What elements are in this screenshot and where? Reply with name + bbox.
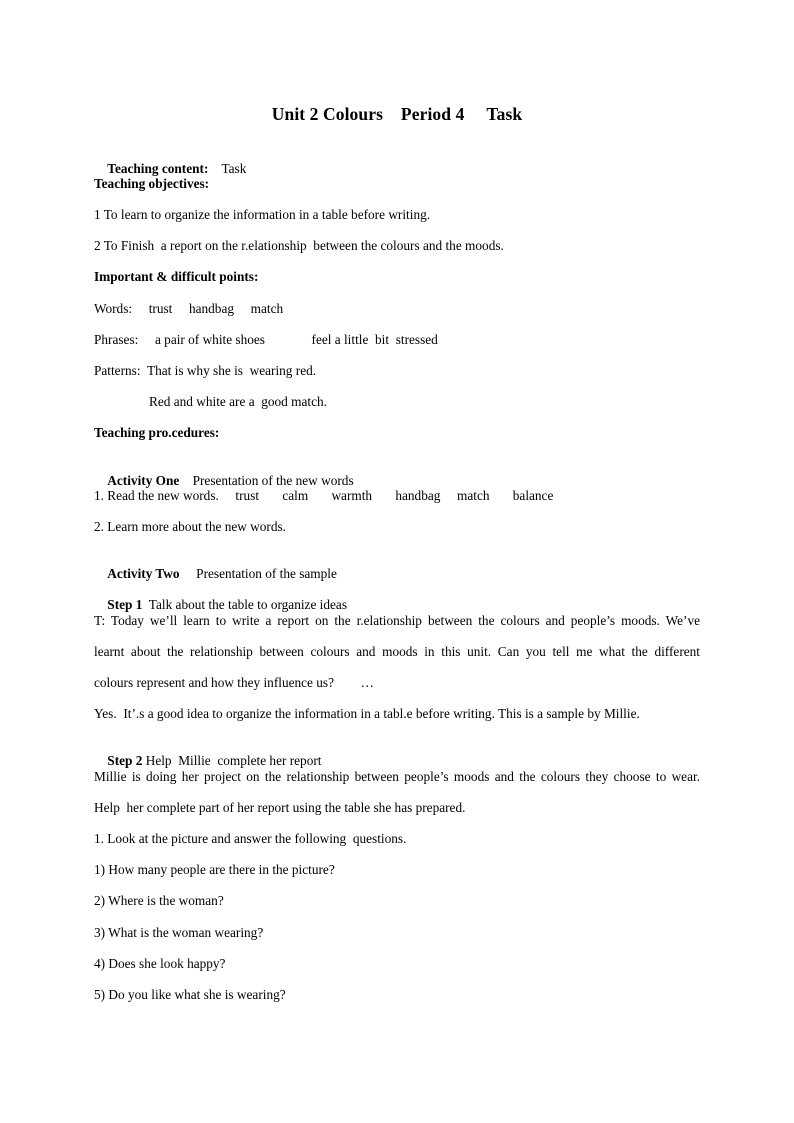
step-2-text: Help Millie complete her report bbox=[142, 753, 322, 768]
patterns-line: Patterns: That is why she is wearing red. bbox=[94, 363, 317, 378]
activity-two-label: Activity Two bbox=[107, 566, 180, 581]
objectives-heading: Teaching objectives: bbox=[94, 176, 210, 191]
phrases-line: Phrases: a pair of white shoes feel a little bit stressed bbox=[94, 332, 438, 347]
question-item: 3) What is the woman wearing? bbox=[94, 925, 264, 940]
step-1-text: Talk about the table to organize ideas bbox=[142, 597, 348, 612]
activity-one-item: 1. Read the new words. trust calm warmth handbag match balance bbox=[94, 488, 554, 503]
page-title: Unit 2 Colours Period 4 Task bbox=[271, 104, 523, 124]
activity-one-label: Activity One bbox=[107, 473, 180, 488]
patterns-line-2: Red and white are a good match. bbox=[149, 394, 327, 409]
teaching-content-label: Teaching content: bbox=[107, 161, 209, 176]
procedures-heading: Teaching pro.cedures: bbox=[94, 425, 220, 440]
activity-one-text: Presentation of the new words bbox=[179, 473, 354, 488]
millie-paragraph-line: Help her complete part of her report using the table she has prepared. bbox=[94, 800, 466, 815]
question-item: 2) Where is the woman? bbox=[94, 893, 224, 908]
words-line: Words: trust handbag match bbox=[94, 301, 284, 316]
questions-intro: 1. Look at the picture and answer the following questions. bbox=[94, 831, 407, 846]
teacher-paragraph-line: colours represent and how they influence us? … bbox=[94, 675, 374, 690]
question-item: 5) Do you like what she is wearing? bbox=[94, 987, 286, 1002]
yes-line: Yes. It’.s a good idea to organize the information in a tabl.e before writing. This is a sample by Millie. bbox=[94, 706, 640, 721]
question-item: 4) Does she look happy? bbox=[94, 956, 226, 971]
activity-two-text: Presentation of the sample bbox=[179, 566, 337, 581]
teaching-content-value: Task bbox=[208, 161, 247, 176]
points-heading: Important & difficult points: bbox=[94, 269, 259, 284]
question-item: 1) How many people are there in the picture? bbox=[94, 862, 335, 877]
teacher-paragraph-line: T: Today we’ll learn to write a report on the r.elationship between the colours and people’s moods. We’ve bbox=[94, 613, 700, 628]
teacher-paragraph-line: learnt about the relationship between colours and moods in this unit. Can you tell me what the different bbox=[94, 644, 700, 659]
activity-one-item: 2. Learn more about the new words. bbox=[94, 519, 287, 534]
step-2-label: Step 2 bbox=[107, 753, 143, 768]
step-1-label: Step 1 bbox=[107, 597, 143, 612]
objective-item: 1 To learn to organize the information in a table before writing. bbox=[94, 207, 431, 222]
millie-paragraph-line: Millie is doing her project on the relationship between people’s moods and the colours they choose to wear. bbox=[94, 769, 700, 784]
objective-item: 2 To Finish a report on the r.elationship between the colours and the moods. bbox=[94, 238, 504, 253]
